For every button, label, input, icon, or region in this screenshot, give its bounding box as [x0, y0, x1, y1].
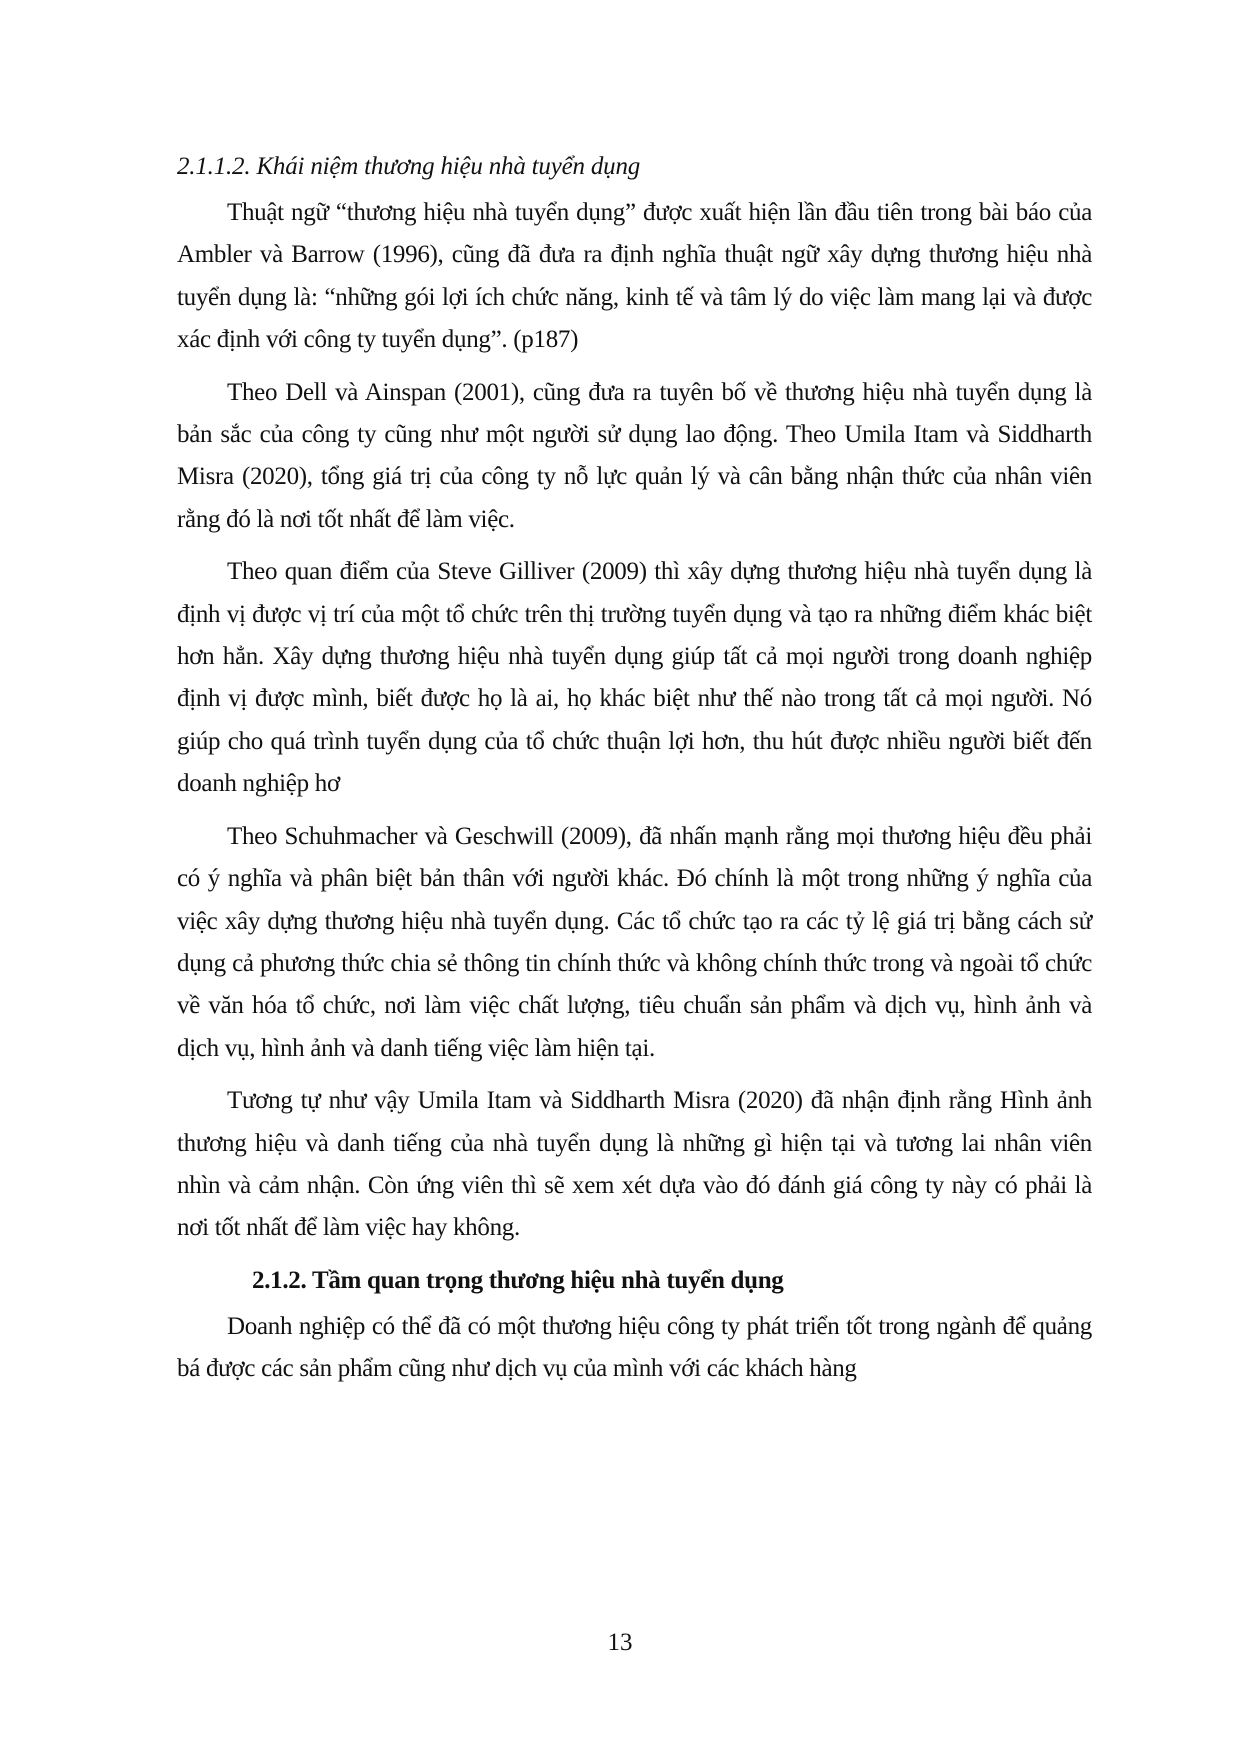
subsection-title: 2.1.1.2. Khái niệm thương hiệu nhà tuyển dụng [177, 153, 641, 180]
paragraph-importance-intro: Doanh nghiệp có thể đã có một thương hiệu công ty phát triển tốt trong ngành để quảng bá được các sản phẩm cũng như dịch vụ của mình với các khách hàng [177, 1312, 1092, 1383]
page-number: 13 [607, 1629, 633, 1656]
paragraph-steve-gilliver: Theo quan điểm của Steve Gilliver (2009) thì xây dựng thương hiệu nhà tuyển dụng là định vị được vị trí của một tổ chức trên thị trường tuyển dụng và tạo ra những điểm khác biệt hơn hẳn. Xây dựng thương hiệu nhà tuyển dụng giúp tất cả mọi người trong doanh nghiệp định vị được mình, biết được họ là ai, họ khác biệt như thế nào trong tất cả mọi người. Nó giúp cho quá trình tuyển dụng của tổ chức thuận lợi hơn, thu hút được nhiều người biết đến doanh nghiệp hơ [177, 558, 1092, 798]
paragraph-schuhmacher-geschwill: Theo Schuhmacher và Geschwill (2009), đã nhấn mạnh rằng mọi thương hiệu đều phải có ý nghĩa và phân biệt bản thân với người khác. Đó chính là một trong những ý nghĩa của việc xây dựng thương hiệu nhà tuyển dụng. Các tổ chức tạo ra các tỷ lệ giá trị bằng cách sử dụng cả phương thức chia sẻ thông tin chính thức và không chính thức trong và ngoài tổ chức về văn hóa tổ chức, nơi làm việc chất lượng, tiêu chuẩn sản phẩm và dịch vụ, hình ảnh và dịch vụ, hình ảnh và danh tiếng việc làm hiện tại. [177, 822, 1092, 1062]
paragraph-definition-ambler-barrow: Thuật ngữ “thương hiệu nhà tuyển dụng” được xuất hiện lần đầu tiên trong bài báo của Ambler và Barrow (1996), cũng đã đưa ra định nghĩa thuật ngữ xây dựng thương hiệu nhà tuyển dụng là: “những gói lợi ích chức năng, kinh tế và tâm lý do việc làm mang lại và được xác định với công ty tuyển dụng”. (p187) [177, 199, 1092, 354]
paragraph-itam-misra: Tương tự như vậy Umila Itam và Siddharth Misra (2020) đã nhận định rằng Hình ảnh thương hiệu và danh tiếng của nhà tuyển dụng là những gì hiện tại và tương lai nhân viên nhìn và cảm nhận. Còn ứng viên thì sẽ xem xét dựa vào đó đánh giá công ty này có phải là nơi tốt nhất để làm việc hay không. [177, 1087, 1092, 1242]
paragraph-dell-ainspan: Theo Dell và Ainspan (2001), cũng đưa ra tuyên bố về thương hiệu nhà tuyển dụng là bản sắc của công ty cũng như một người sử dụng lao động. Theo Umila Itam và Siddharth Misra (2020), tổng giá trị của công ty nỗ lực quản lý và cân bằng nhận thức của nhân viên rằng đó là nơi tốt nhất để làm việc. [177, 378, 1092, 533]
section-title: 2.1.2. Tầm quan trọng thương hiệu nhà tuyển dụng [252, 1266, 784, 1294]
document-page [177, 146, 1092, 1401]
